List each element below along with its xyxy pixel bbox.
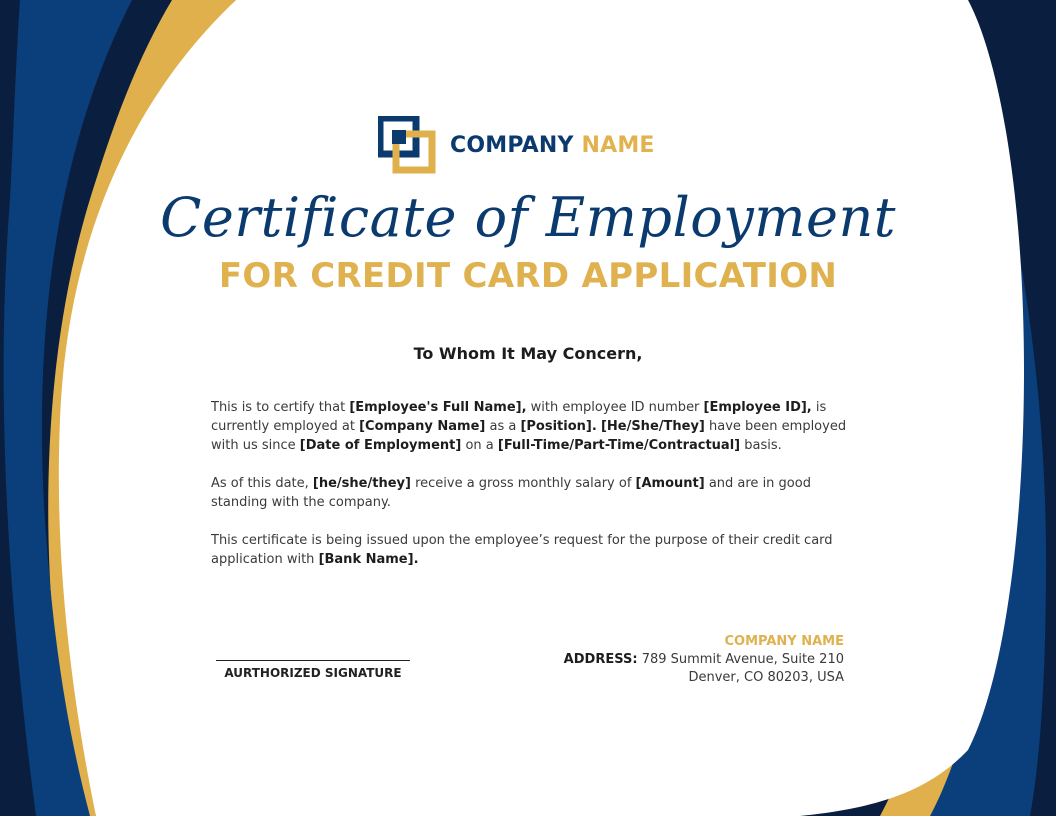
company-logo-icon [378,116,436,174]
paragraph-purpose [211,531,851,569]
logo-word-company: COMPANY [450,132,574,158]
company-logo-text [450,133,655,158]
paragraph-text: This is to certify that [211,400,350,415]
company-logo [378,116,655,174]
certificate-body [211,398,851,588]
paragraph-text: This certificate is being issued upon the employee’s request for the purpose of their credit card application with [211,533,833,567]
placeholder-field: [Employee's Full Name], [349,400,527,415]
address-label: ADDRESS: [563,652,638,667]
paragraph-text: receive a gross monthly salary of [410,476,636,491]
address-company-name: COMPANY NAME [724,634,844,649]
paragraph-text: have been employed with us since [211,419,847,453]
paragraph-salary [211,474,851,512]
paragraph-text: is currently employed at [211,400,827,434]
placeholder-field: [Bank Name]. [318,552,419,567]
address-line-2: Denver, CO 80203, USA [688,670,844,685]
paragraph-text: As of this date, [211,476,313,491]
logo-word-name: NAME [581,132,655,158]
paragraph-text: as a [485,419,521,434]
paragraph-text: with employee ID number [526,400,704,415]
certificate-subtitle: FOR CREDIT CARD APPLICATION [218,256,838,296]
signature-label: AURTHORIZED SIGNATURE [224,666,402,680]
placeholder-field: [Employee ID], [703,400,812,415]
placeholder-field: [He/She/They] [600,419,705,434]
company-address-block [484,633,844,687]
paragraph-text: basis. [740,438,782,453]
paragraph-text: on a [461,438,498,453]
certificate-title: Certificate of Employment [160,186,896,249]
salutation: To Whom It May Concern, [413,344,643,363]
placeholder-field: [Date of Employment] [299,438,462,453]
address-street: 789 Summit Avenue, Suite 210 [641,652,844,667]
placeholder-field: [Amount] [635,476,705,491]
placeholder-field: [Company Name] [359,419,486,434]
address-line-1 [484,651,844,669]
placeholder-field: [he/she/they] [312,476,411,491]
placeholder-field: [Position]. [520,419,597,434]
paragraph-employment-details [211,398,851,455]
paragraph-text: and are in good standing with the company. [211,476,811,510]
placeholder-field: [Full-Time/Part-Time/Contractual] [497,438,741,453]
signature-line [216,660,410,680]
